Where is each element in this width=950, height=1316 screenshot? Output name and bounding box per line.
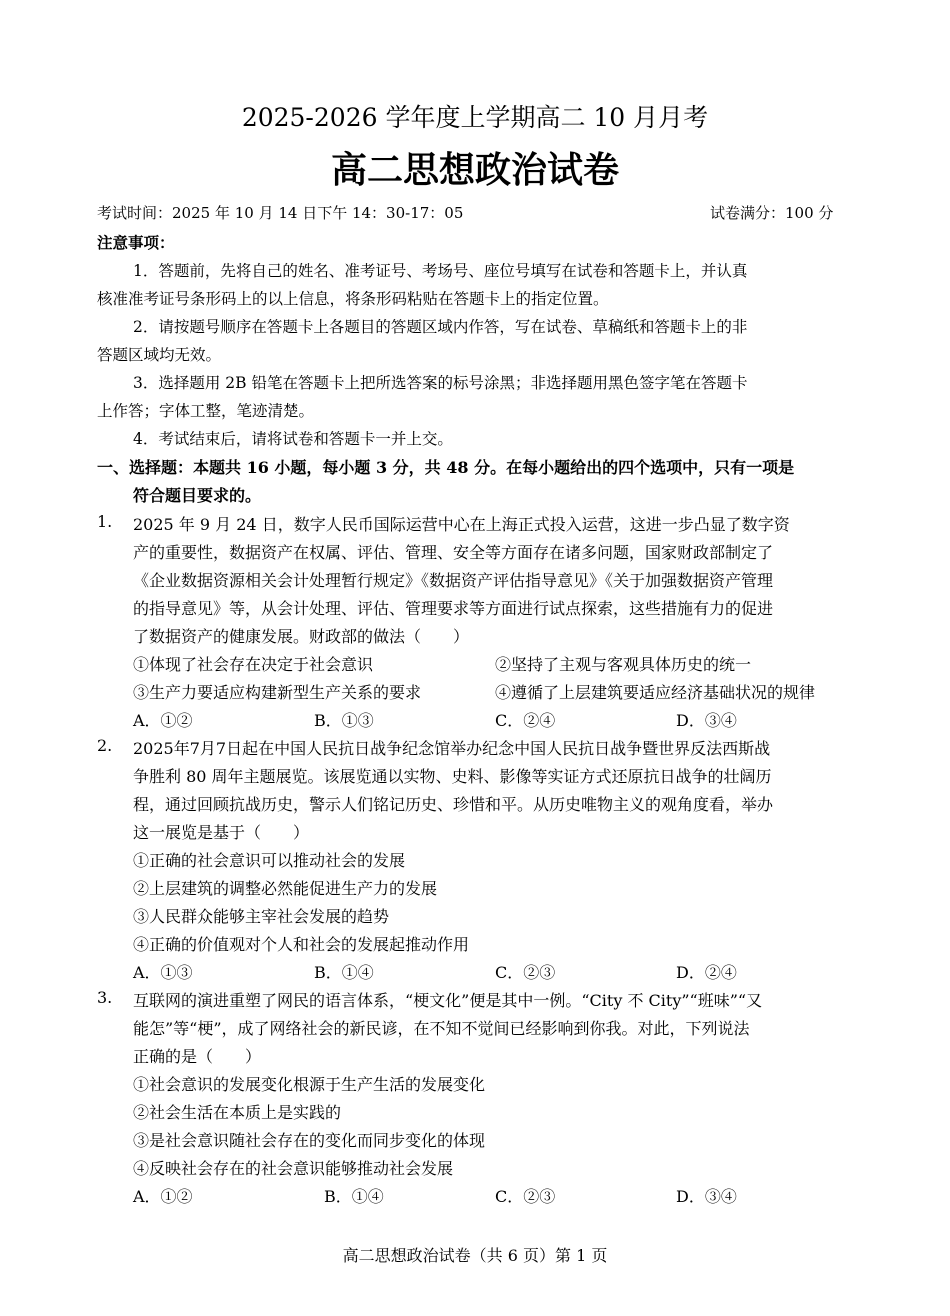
option-statement: ④反映社会存在的社会意识能够推动社会发展 — [133, 1159, 454, 1178]
answer-choice: B．①④ — [324, 1187, 384, 1206]
question-number: 2. — [97, 736, 113, 755]
exam-subtitle: 2025-2026 学年度上学期高二 10 月月考 — [241, 103, 709, 132]
answer-choice: B．①③ — [314, 711, 374, 730]
answer-choice: C．②③ — [495, 1187, 556, 1206]
answer-choice: D．③④ — [676, 1187, 737, 1206]
option-statement: ①正确的社会意识可以推动社会的发展 — [133, 851, 406, 870]
question-stem-line: 这一展览是基于（ ） — [133, 823, 310, 842]
exam-time: 考试时间：2025 年 10 月 14 日下午 14：30-17：05 — [97, 204, 464, 222]
notice-line: 3．选择题用 2B 铅笔在答题卡上把所选答案的标号涂黑；非选择题用黑色签字笔在答题卡 — [133, 374, 748, 392]
notice-heading: 注意事项： — [97, 233, 175, 252]
answer-choice: A．①② — [133, 711, 193, 730]
notice-line: 核准准考证号条形码上的以上信息，将条形码粘贴在答题卡上的指定位置。 — [97, 290, 609, 308]
question-stem-line: 互联网的演进重塑了网民的语言体系，“梗文化”便是其中一例。“City 不 City”“班味”“又 — [133, 991, 763, 1010]
notice-line: 2．请按题号顺序在答题卡上各题目的答题区域内作答，写在试卷、草稿纸和答题卡上的非 — [133, 318, 748, 336]
notice-line: 上作答；字体工整，笔迹清楚。 — [97, 402, 315, 420]
option-statement: ③人民群众能够主宰社会发展的趋势 — [133, 907, 390, 926]
notice-line: 答题区域均无效。 — [97, 346, 222, 364]
section-heading: 一、选择题：本题共 16 小题，每小题 3 分，共 48 分。在每小题给出的四个选项中，只有一项是 — [97, 458, 795, 477]
section-heading-cont: 符合题目要求的。 — [133, 486, 262, 505]
question-stem-line: 2025 年 9 月 24 日，数字人民币国际运营中心在上海正式投入运营，这进一步凸显了数字资 — [133, 515, 790, 534]
answer-choice: C．②③ — [495, 963, 556, 982]
answer-choice: D．②④ — [676, 963, 737, 982]
answer-choice: A．①② — [133, 1187, 193, 1206]
option-statement: ③生产力要适应构建新型生产关系的要求 — [133, 683, 422, 702]
question-stem-line: 了数据资产的健康发展。财政部的做法（ ） — [133, 627, 470, 646]
option-statement: ②社会生活在本质上是实践的 — [133, 1103, 342, 1122]
exam-title: 高二思想政治试卷 — [330, 149, 619, 191]
option-statement: ④正确的价值观对个人和社会的发展起推动作用 — [133, 935, 470, 954]
answer-choice: C．②④ — [495, 711, 556, 730]
option-statement: ③是社会意识随社会存在的变化而同步变化的体现 — [133, 1131, 486, 1150]
question-stem-line: 产的重要性，数据资产在权属、评估、管理、安全等方面存在诸多问题，国家财政部制定了 — [133, 543, 774, 562]
question-stem-line: 《企业数据资源相关会计处理暂行规定》《数据资产评估指导意见》《关于加强数据资产管理 — [133, 571, 774, 590]
question-stem-line: 能怎”等“梗”，成了网络社会的新民谚，在不知不觉间已经影响到你我。对此，下列说法 — [133, 1019, 750, 1038]
page-footer: 高二思想政治试卷（共 6 页）第 1 页 — [342, 1246, 608, 1265]
question-stem-line: 2025年7月7日起在中国人民抗日战争纪念馆举办纪念中国人民抗日战争暨世界反法西斯战 — [133, 739, 771, 758]
question-stem-line: 正确的是（ ） — [133, 1047, 262, 1066]
question-stem-line: 争胜利 80 周年主题展览。该展览通以实物、史料、影像等实证方式还原抗日战争的壮阔历 — [133, 767, 772, 786]
option-statement: ②坚持了主观与客观具体历史的统一 — [495, 655, 752, 674]
question-stem-line: 程，通过回顾抗战历史，警示人们铭记历史、珍惜和平。从历史唯物主义的观角度看，举办 — [133, 795, 774, 814]
answer-choice: A．①③ — [133, 963, 193, 982]
question-number: 1. — [97, 512, 113, 531]
question-stem-line: 的指导意见》等，从会计处理、评估、管理要求等方面进行试点探索，这些措施有力的促进 — [133, 599, 774, 618]
answer-choice: D．③④ — [676, 711, 737, 730]
option-statement: ①社会意识的发展变化根源于生产生活的发展变化 — [133, 1075, 486, 1094]
notice-line: 1．答题前，先将自己的姓名、准考证号、考场号、座位号填写在试卷和答题卡上，并认真 — [133, 262, 748, 280]
option-statement: ②上层建筑的调整必然能促进生产力的发展 — [133, 879, 438, 898]
option-statement: ①体现了社会存在决定于社会意识 — [133, 655, 374, 674]
question-number: 3. — [97, 988, 113, 1007]
full-score: 试卷满分：100 分 — [710, 204, 834, 222]
answer-choice: B．①④ — [314, 963, 374, 982]
notice-line: 4．考试结束后，请将试卷和答题卡一并上交。 — [133, 430, 453, 448]
option-statement: ④遵循了上层建筑要适应经济基础状况的规律 — [495, 683, 816, 702]
